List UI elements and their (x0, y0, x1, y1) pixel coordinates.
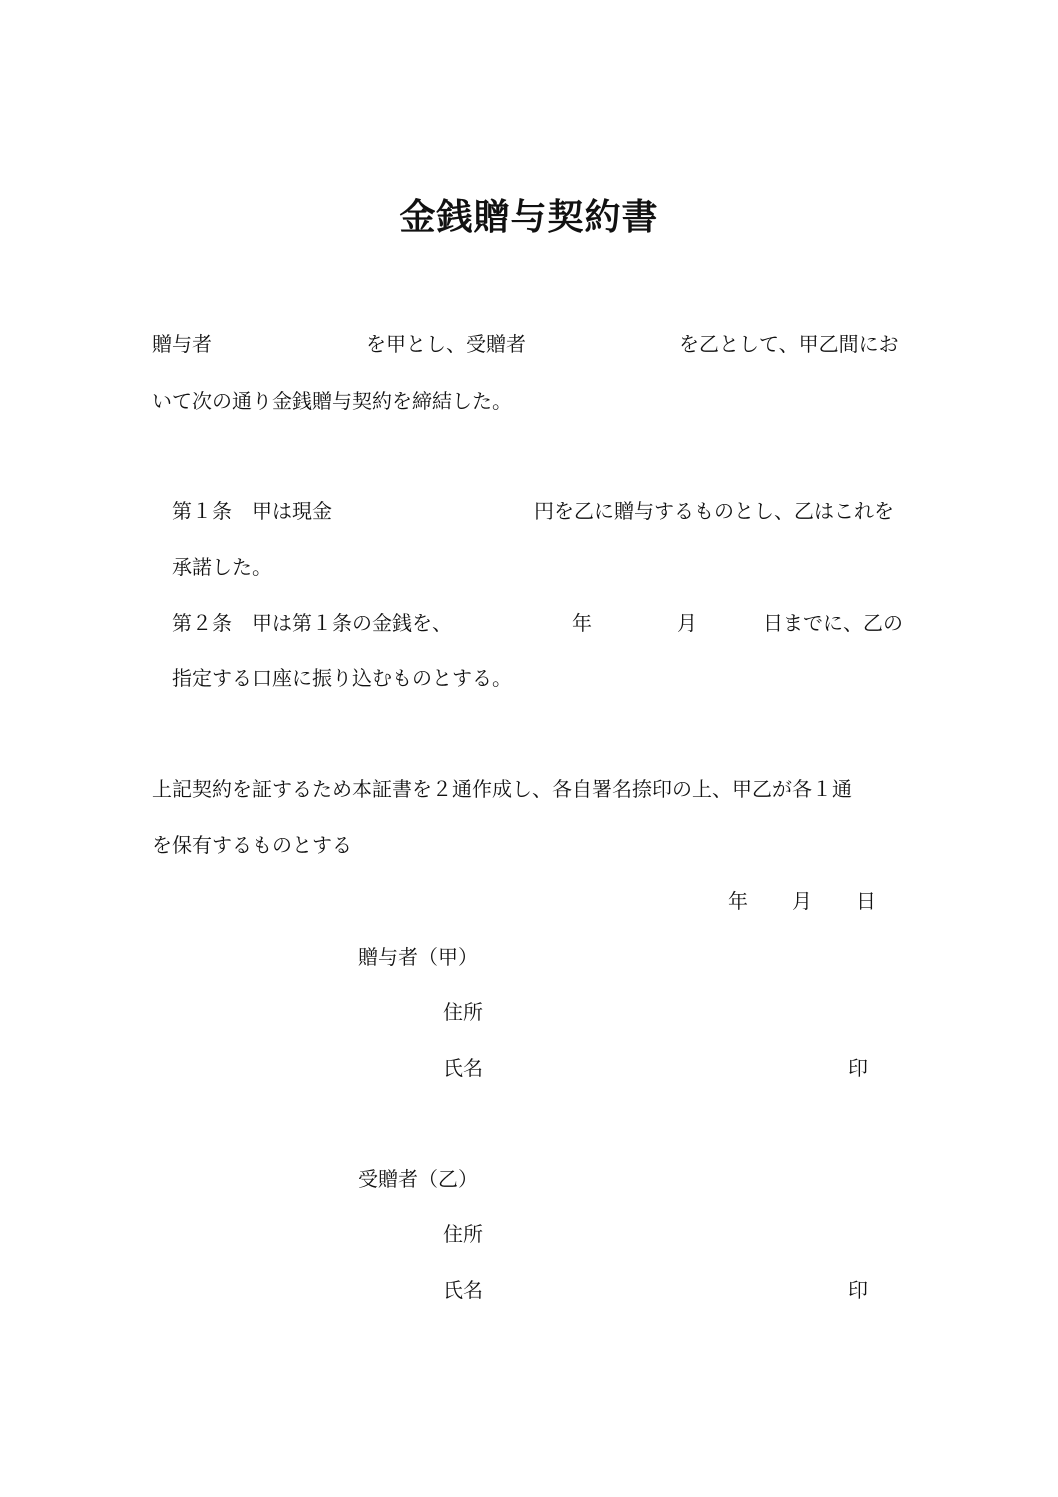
closing-line-2: を保有するものとする (152, 833, 352, 857)
donor-heading: 贈与者（甲） (358, 945, 478, 969)
intro-donor-label: 贈与者 (152, 332, 212, 356)
article1-head: 第１条 甲は現金 (172, 499, 332, 523)
intro-line-2: いて次の通り金銭贈与契約を締結した。 (152, 389, 512, 413)
date-year: 年 (728, 889, 748, 913)
date-day: 日 (856, 889, 876, 913)
article2-day-tail: 日までに、乙の (763, 611, 903, 635)
closing-line-1: 上記契約を証するため本証書を２通作成し、各自署名捺印の上、甲乙が各１通 (152, 777, 852, 801)
recipient-address-label: 住所 (443, 1222, 483, 1246)
date-month: 月 (792, 889, 812, 913)
article1-line-2: 承諾した。 (172, 555, 272, 579)
article1-tail: 円を乙に贈与するものとし、乙はこれを (534, 499, 894, 523)
intro-as-kou: を甲とし、受贈者 (366, 332, 526, 356)
recipient-name-label: 氏名 (443, 1278, 483, 1302)
donor-address-label: 住所 (443, 1000, 483, 1024)
recipient-seal: 印 (848, 1278, 868, 1302)
document-title: 金銭贈与契約書 (399, 197, 659, 238)
article2-line-2: 指定する口座に振り込むものとする。 (172, 666, 512, 690)
donor-seal: 印 (848, 1056, 868, 1080)
donor-name-label: 氏名 (443, 1056, 483, 1080)
article2-month: 月 (677, 611, 697, 635)
article2-year: 年 (572, 611, 592, 635)
recipient-heading: 受贈者（乙） (358, 1167, 478, 1191)
article2-head: 第２条 甲は第１条の金銭を、 (172, 611, 452, 635)
intro-as-otsu: を乙として、甲乙間にお (679, 332, 899, 356)
